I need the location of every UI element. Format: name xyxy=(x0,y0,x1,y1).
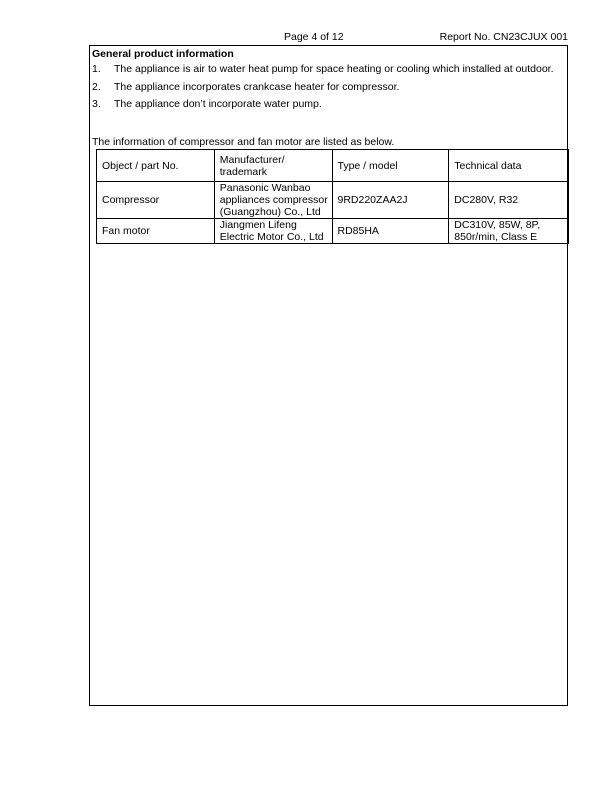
table-cell: Compressor xyxy=(97,182,215,219)
list-item xyxy=(92,98,562,116)
table-cell: DC310V, 85W, 8P, 850r/min, Class E xyxy=(449,219,569,244)
page-number: Page 4 of 12 xyxy=(284,31,344,43)
info-list xyxy=(92,63,562,116)
table-cell: DC280V, R32 xyxy=(449,182,569,219)
list-item-number: 2. xyxy=(92,80,101,93)
page-header xyxy=(90,31,568,45)
table-cell: Jiangmen Lifeng Electric Motor Co., Ltd xyxy=(214,219,332,244)
table-cell: RD85HA xyxy=(332,219,449,244)
table-header-cell: Type / model xyxy=(332,150,449,182)
table-row xyxy=(97,219,569,244)
list-item-text: The appliance is air to water heat pump for space heating or cooling which installed at outdoor. xyxy=(114,63,554,75)
section-title: General product information xyxy=(92,48,234,60)
table-header-cell: Manufacturer/ trademark xyxy=(214,150,332,182)
table-header-row xyxy=(97,150,569,182)
table-header-cell: Technical data xyxy=(449,150,569,182)
list-item xyxy=(92,63,562,81)
table-cell: Fan motor xyxy=(97,219,215,244)
table-cell: Panasonic Wanbao appliances compressor (Guangzhou) Co., Ltd xyxy=(214,182,332,219)
list-item-number: 3. xyxy=(92,98,101,110)
list-item-text: The appliance incorporates crankcase heater for compressor. xyxy=(114,80,400,93)
list-item xyxy=(92,81,562,99)
table-intro: The information of compressor and fan motor are listed as below. xyxy=(92,136,395,148)
list-item-text: The appliance don’t incorporate water pump. xyxy=(114,98,322,110)
component-table xyxy=(96,149,569,244)
table-row xyxy=(97,182,569,219)
list-item-number: 1. xyxy=(92,63,101,75)
table-header-cell: Object / part No. xyxy=(97,150,215,182)
report-number: Report No. CN23CJUX 001 xyxy=(439,31,568,43)
table-cell: 9RD220ZAA2J xyxy=(332,182,449,219)
